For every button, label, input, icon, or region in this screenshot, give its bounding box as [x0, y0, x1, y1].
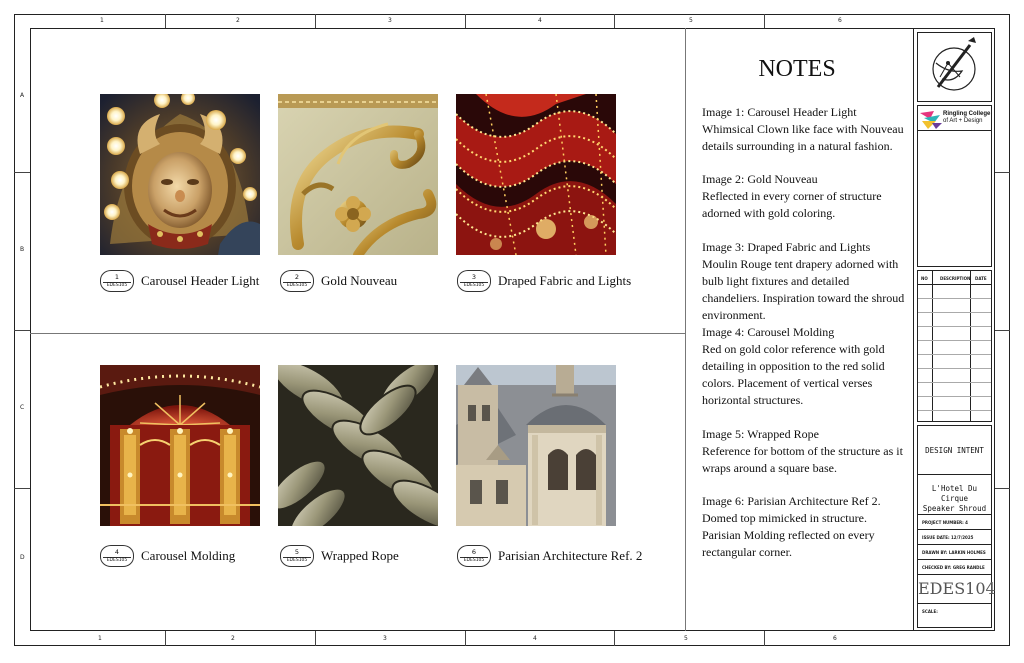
grid-row-label: A — [20, 92, 25, 99]
note-title: Image 3: Draped Fabric and Lights — [702, 240, 871, 254]
note-item-4 — [702, 324, 908, 409]
project-title — [918, 484, 991, 514]
checked-by: CHECKED BY: GREG RANDLE — [922, 565, 985, 570]
grid-col-label: 4 — [533, 635, 537, 642]
grid-row-label: D — [20, 554, 25, 561]
school-name-line2: of Art + Design — [943, 118, 983, 124]
caption-text: Gold Nouveau — [321, 273, 398, 288]
note-item-1 — [702, 104, 908, 155]
notes-title: NOTES — [758, 56, 836, 82]
grid-row-label: C — [20, 404, 25, 411]
revision-header — [918, 271, 991, 285]
detail-callout — [100, 545, 134, 567]
note-description: Moulin Rouge tent drapery adorned with bulb light fixtures and detailed chandeliers. Inspiration toward the shroud environment. — [702, 257, 905, 322]
note-item-3 — [702, 239, 908, 324]
scale-label: SCALE: — [922, 609, 938, 614]
callout-number: 5 — [294, 548, 300, 556]
emblem-box — [917, 32, 992, 102]
caption-text: Wrapped Rope — [321, 548, 399, 563]
design-intent-label: DESIGN INTENT — [925, 446, 984, 455]
notes-divider — [685, 28, 686, 631]
callout-sheet-ref: EDES105 — [286, 558, 308, 563]
note-title: Image 4: Carousel Molding — [702, 325, 835, 339]
note-item-2 — [702, 171, 908, 222]
grid-col-label: 1 — [100, 17, 104, 24]
rev-header-no: NO — [921, 276, 928, 281]
caption-text: Draped Fabric and Lights — [498, 273, 632, 288]
callout-number: 4 — [114, 548, 120, 556]
note-description: Reflected in every corner of structure adorned with gold coloring. — [702, 189, 882, 220]
grid-col-label: 5 — [689, 17, 693, 24]
school-name-line1: Ringling College — [943, 111, 991, 117]
rev-header-date: DATE — [975, 276, 987, 281]
detail-callout — [457, 545, 491, 567]
note-item-6 — [702, 493, 908, 561]
image-draped-fabric-lights — [456, 94, 616, 255]
callout-number: 2 — [294, 273, 300, 281]
figure-caption-1 — [100, 269, 259, 293]
caption-text: Carousel Molding — [141, 548, 236, 563]
compass-pen-emblem-icon — [918, 33, 991, 101]
callout-sheet-ref: EDES105 — [286, 283, 308, 288]
grid-col-label: 2 — [231, 635, 235, 642]
callout-number: 6 — [471, 548, 477, 556]
rev-header-description: DESCRIPTION — [940, 276, 971, 281]
grid-col-label: 2 — [236, 17, 240, 24]
revision-table — [917, 270, 992, 422]
figure-caption-6 — [457, 544, 642, 568]
grid-col-label: 5 — [684, 635, 688, 642]
caption-text: Carousel Header Light — [141, 273, 260, 288]
image-gold-nouveau — [278, 94, 438, 255]
grid-row-label: B — [20, 246, 25, 253]
note-description: Reference for bottom of the structure as it wraps around a square base. — [702, 444, 903, 475]
callout-sheet-ref: EDES105 — [463, 283, 485, 288]
grid-col-label: 6 — [833, 635, 837, 642]
grid-col-label: 3 — [388, 17, 392, 24]
drawn-by: DRAWN BY: LARKIN HOLMES — [922, 550, 986, 555]
note-title: Image 1: Carousel Header Light — [702, 105, 857, 119]
image-carousel-header-light — [100, 94, 260, 255]
figure-caption-3 — [457, 269, 631, 293]
callout-sheet-ref: EDES105 — [106, 558, 128, 563]
figure-caption-4 — [100, 544, 235, 568]
callout-number: 3 — [471, 273, 477, 281]
caption-text: Parisian Architecture Ref. 2 — [498, 548, 643, 563]
grid-col-label: 1 — [98, 635, 102, 642]
grid-col-label: 6 — [838, 17, 842, 24]
figure-caption-5 — [280, 544, 399, 568]
figure-caption-2 — [280, 269, 397, 293]
grid-col-label: 3 — [383, 635, 387, 642]
note-title: Image 5: Wrapped Rope — [702, 427, 819, 441]
note-description: Whimsical Clown like face with Nouveau details surrounding in a natural fashion. — [702, 122, 904, 153]
detail-callout — [457, 270, 491, 292]
image-wrapped-rope — [278, 365, 438, 526]
project-title-line1: L'Hotel Du Cirque — [931, 484, 978, 503]
note-title: Image 2: Gold Nouveau — [702, 172, 818, 186]
note-item-5 — [702, 426, 908, 477]
image-parisian-architecture — [456, 365, 616, 526]
note-description: Domed top mimicked in structure. Parisian Molding reflected on every rectangular corner. — [702, 511, 875, 559]
callout-number: 1 — [114, 273, 120, 281]
callout-sheet-ref: EDES105 — [463, 558, 485, 563]
project-number: PROJECT NUMBER: 4 — [922, 520, 968, 525]
school-panel — [917, 105, 992, 267]
note-description: Red on gold color reference with gold detailing in opposition to the red solid colors. Placement of vertical verses horizontal structures. — [702, 342, 885, 407]
detail-callout — [280, 270, 314, 292]
callout-sheet-ref: EDES105 — [106, 283, 128, 288]
image-carousel-molding — [100, 365, 260, 526]
project-title-line2: Speaker Shroud — [922, 504, 987, 513]
row-divider — [30, 333, 686, 334]
detail-callout — [100, 270, 134, 292]
detail-callout — [280, 545, 314, 567]
grid-col-label: 4 — [538, 17, 542, 24]
issue-date: ISSUE DATE: 12/7/2025 — [922, 535, 974, 540]
sheet-number: EDES104 — [918, 579, 996, 598]
note-title: Image 6: Parisian Architecture Ref 2. — [702, 494, 881, 508]
project-info-panel — [917, 425, 996, 628]
